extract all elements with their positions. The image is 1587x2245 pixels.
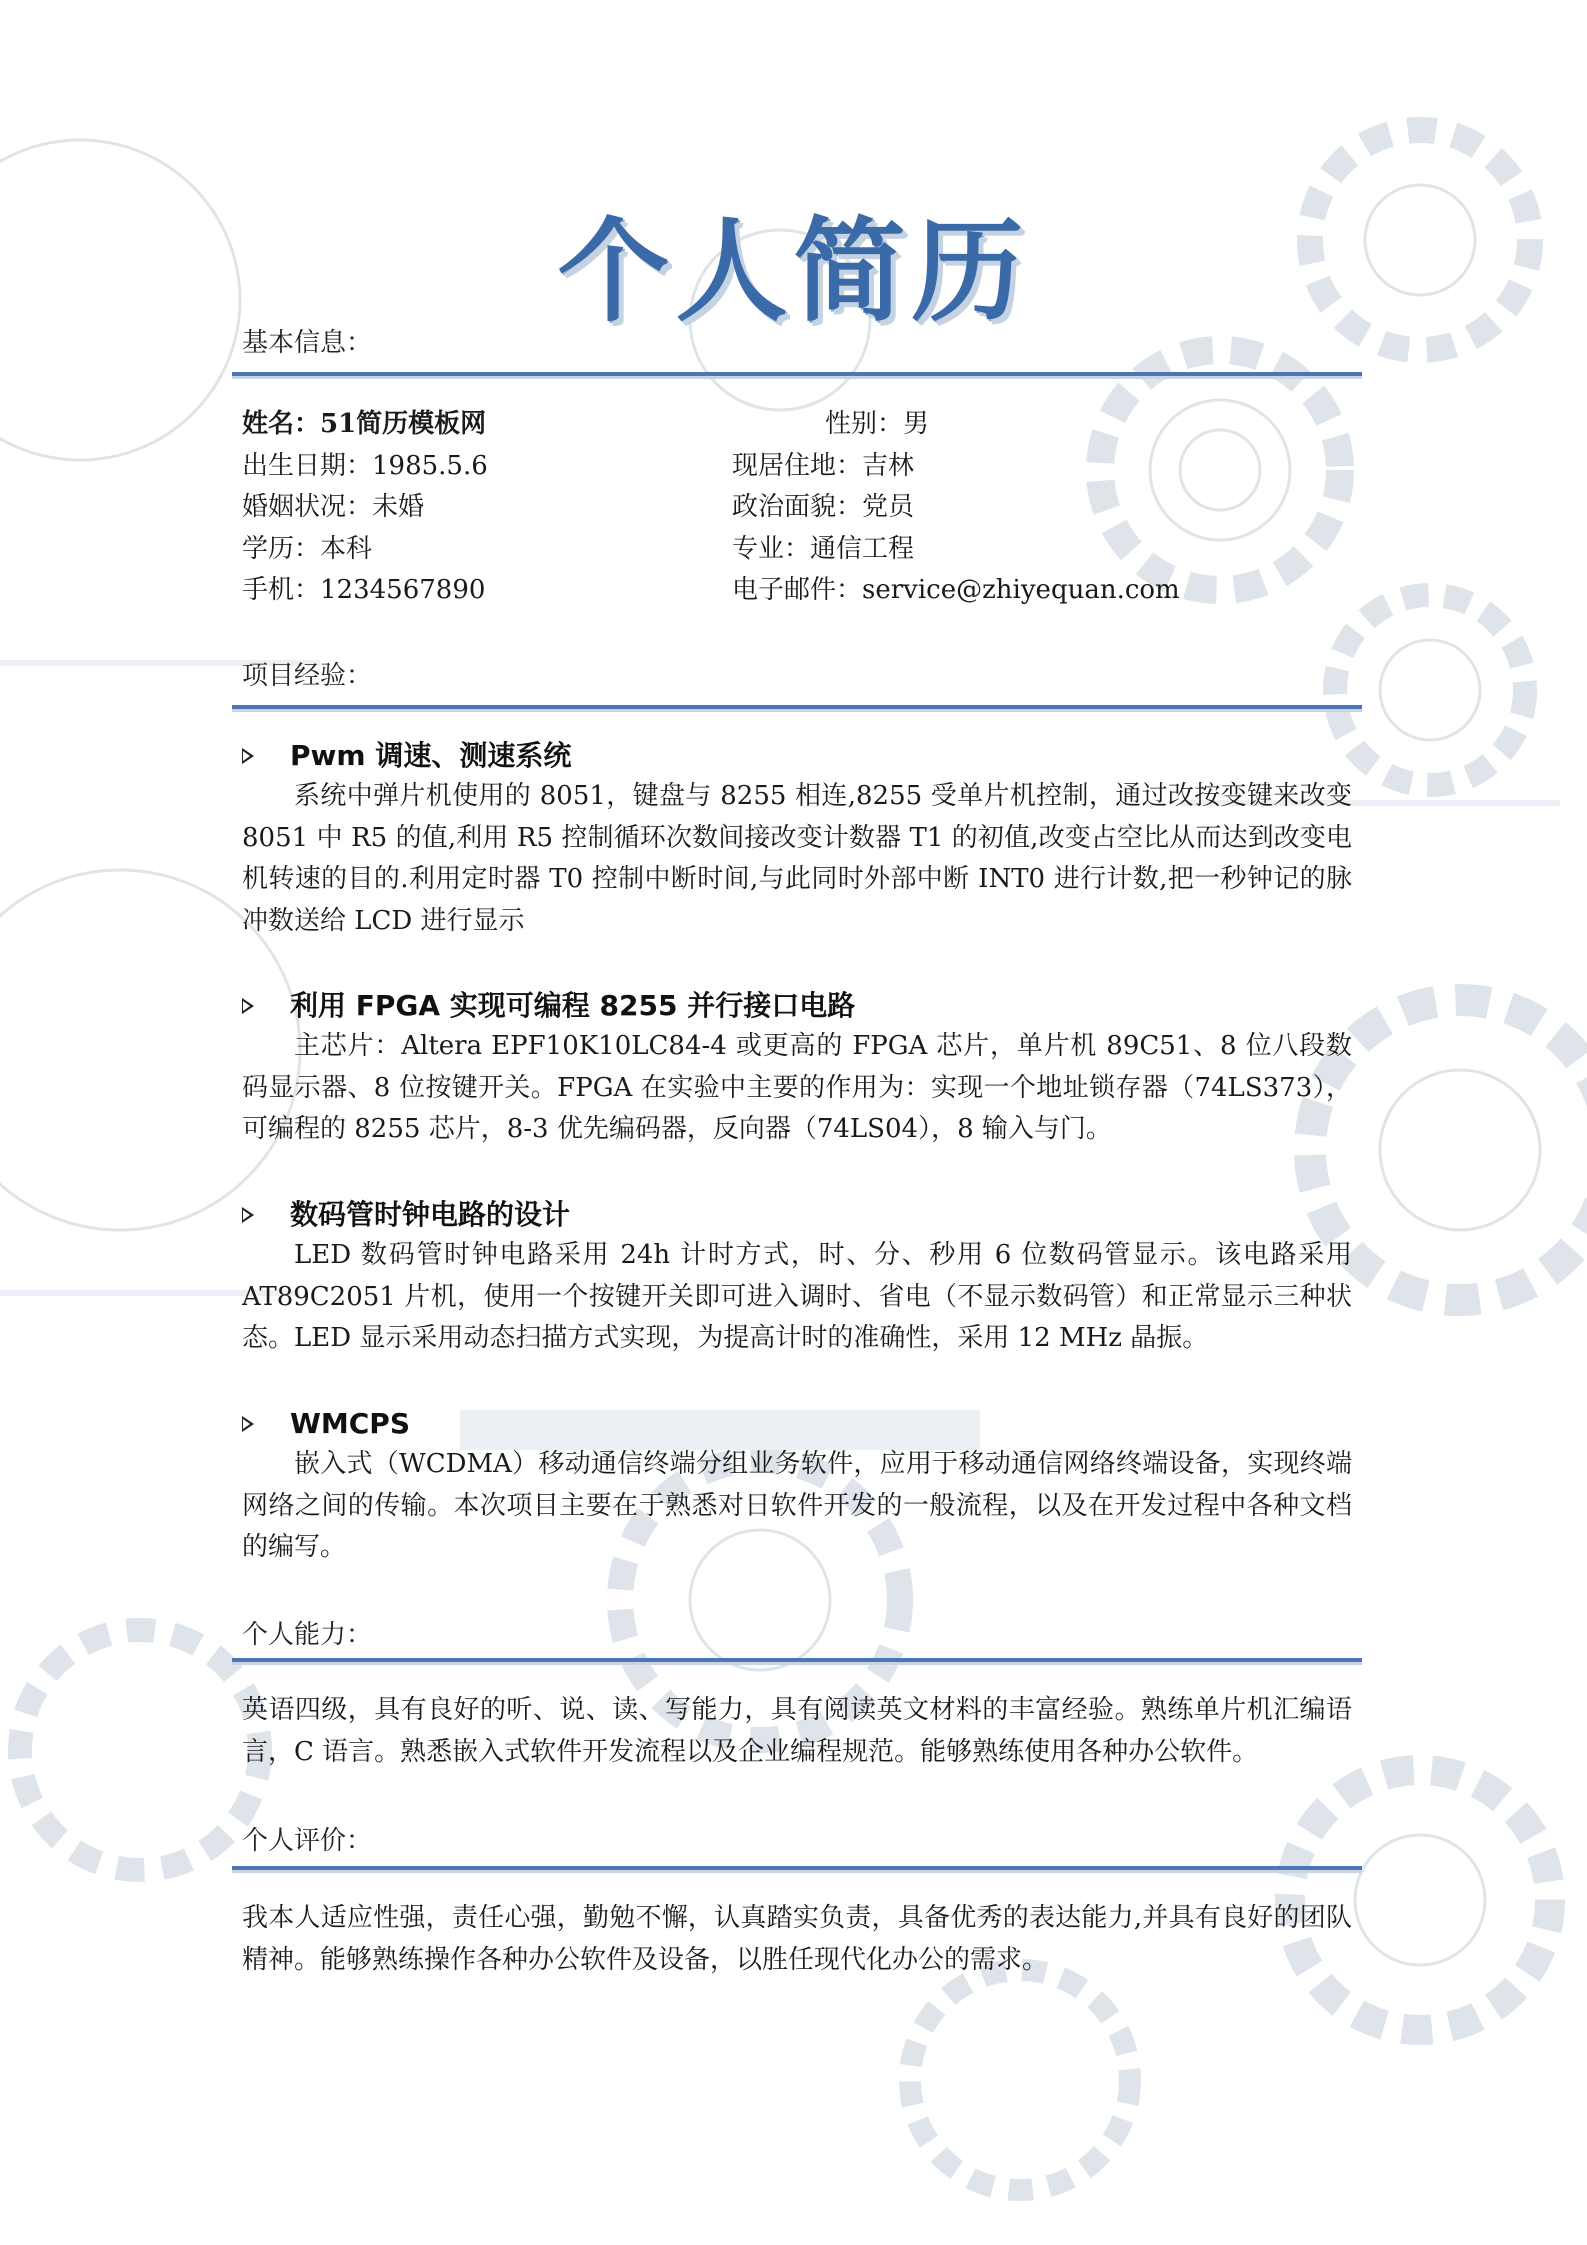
evaluation-text: 我本人适应性强，责任心强，勤勉不懈，认真踏实负责，具备优秀的表达能力,并具有良好的团队精神。能够熟练操作各种办公软件及设备，以胜任现代化办公的需求。 bbox=[242, 1903, 1352, 1975]
project-item bbox=[242, 1195, 1352, 1360]
gender-field: 性别：男 bbox=[825, 409, 930, 439]
basic-info-label: 基本信息： bbox=[242, 328, 373, 358]
project-description: 嵌入式（WCDMA）移动通信终端分组业务软件，应用于移动通信网络终端设备，实现终端网络之间的传输。本次项目主要在于熟悉对日软件开发的一般流程，以及在开发过程中各种文档的编写。 bbox=[242, 1449, 1352, 1562]
evaluation-section bbox=[242, 1898, 1352, 1981]
projects-label: 项目经验： bbox=[242, 661, 373, 691]
ability-label: 个人能力： bbox=[242, 1620, 373, 1650]
project-title bbox=[242, 736, 1352, 776]
residence-field: 现居住地：吉林 bbox=[732, 450, 915, 481]
section-divider bbox=[232, 705, 1362, 709]
project-item bbox=[242, 986, 1352, 1151]
triangle-bullet-icon bbox=[242, 748, 254, 764]
name-field: 姓名：51简历模板网 bbox=[242, 409, 487, 439]
ability-section bbox=[242, 1690, 1352, 1773]
phone-field: 手机：1234567890 bbox=[242, 575, 486, 605]
project-description: 主芯片：Altera EPF10K10LC84-4 或更高的 FPGA 芯片，单片机 89C51、8 位八段数码显示器、8 位按键开关。FPGA 在实验中主要的作用为：实现一个地址锁存器（74LS373），可编程的 8255 芯片，8-3 优先编码器，反向器（74LS04），8 输入与门。 bbox=[242, 1031, 1352, 1144]
project-title-text: 数码管时钟电路的设计 bbox=[290, 1198, 571, 1231]
major-field: 专业：通信工程 bbox=[732, 533, 915, 564]
birth-field: 出生日期：1985.5.6 bbox=[242, 450, 488, 481]
triangle-bullet-icon bbox=[242, 1207, 254, 1223]
basic-info-table bbox=[242, 404, 1362, 612]
info-row bbox=[242, 487, 1362, 529]
section-divider bbox=[232, 372, 1362, 376]
project-title bbox=[242, 1195, 1352, 1235]
triangle-bullet-icon bbox=[242, 998, 254, 1014]
marital-field: 婚姻状况：未婚 bbox=[242, 492, 425, 522]
triangle-bullet-icon bbox=[242, 1416, 254, 1432]
project-title-text: 利用 FPGA 实现可编程 8255 并行接口电路 bbox=[290, 989, 856, 1022]
info-row bbox=[242, 446, 1362, 488]
email-field: 电子邮件：service@zhiyequan.com bbox=[732, 575, 1180, 605]
political-field: 政治面貌：党员 bbox=[732, 492, 915, 522]
education-field: 学历：本科 bbox=[242, 533, 373, 564]
project-title bbox=[242, 1404, 1352, 1444]
section-divider bbox=[232, 1658, 1362, 1662]
project-item bbox=[242, 1404, 1352, 1569]
project-description: 系统中弹片机使用的 8051，键盘与 8255 相连,8255 受单片机控制，通过改按变键来改变8051 中 R5 的值,利用 R5 控制循环次数间接改变计数器 T1 的初值,改变占空比从而达到改变电机转速的目的.利用定时器 T0 控制中断时间,与此同时外部中断 INT0 进行计数,把一秒钟记的脉冲数送给 LCD 进行显示 bbox=[242, 781, 1352, 936]
info-row bbox=[242, 404, 1362, 446]
evaluation-label: 个人评价： bbox=[242, 1826, 373, 1856]
project-title bbox=[242, 986, 1352, 1026]
info-row bbox=[242, 529, 1362, 571]
ability-text: 英语四级，具有良好的听、说、读、写能力，具有阅读英文材料的丰富经验。熟练单片机汇编语言，C 语言。熟悉嵌入式软件开发流程以及企业编程规范。能够熟练使用各种办公软件。 bbox=[242, 1695, 1352, 1767]
project-description: LED 数码管时钟电路采用 24h 计时方式，时、分、秒用 6 位数码管显示。该电路采用AT89C2051 片机，使用一个按键开关即可进入调时、省电（不显示数码管）和正常显示三种状态。LED 显示采用动态扫描方式实现，为提高计时的准确性，采用 12 MHz 晶振。 bbox=[242, 1240, 1352, 1353]
project-item bbox=[242, 736, 1352, 942]
resume-title: 个人简历 bbox=[557, 206, 1030, 337]
project-title-text: Pwm 调速、测速系统 bbox=[290, 739, 572, 772]
project-title-text: WMCPS bbox=[290, 1407, 410, 1440]
section-divider bbox=[232, 1866, 1362, 1870]
info-row bbox=[242, 570, 1362, 612]
